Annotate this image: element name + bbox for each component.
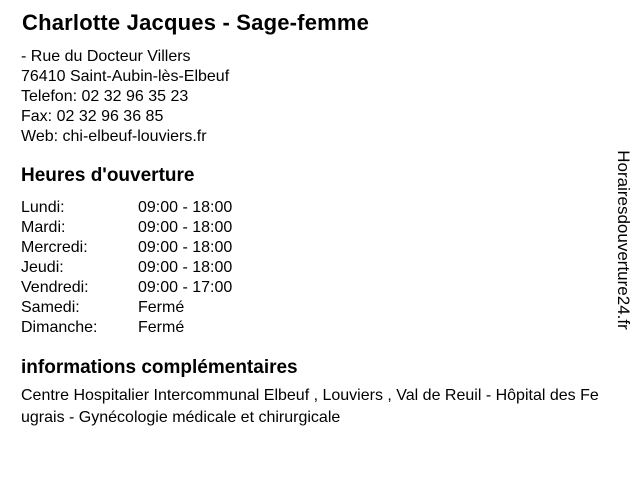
- day-label: Dimanche:: [21, 319, 98, 336]
- hours-row-monday: [21, 198, 600, 218]
- time-value: Fermé: [138, 319, 185, 336]
- fax-value: 02 32 96 36 85: [56, 108, 164, 125]
- hours-row-tuesday: [21, 218, 600, 238]
- phone-line: [21, 87, 600, 107]
- time-value: 09:00 - 18:00: [138, 219, 233, 236]
- fax-label: Fax:: [21, 108, 53, 125]
- hours-row-wednesday: [21, 238, 600, 258]
- time-value: 09:00 - 18:00: [138, 199, 233, 216]
- page-title: Charlotte Jacques - Sage-femme: [22, 10, 370, 35]
- phone-label: Telefon:: [21, 88, 78, 105]
- address-street: - Rue du Docteur Villers: [21, 48, 191, 65]
- additional-info-text: Centre Hospitalier Intercommunal Elbeuf , Louviers , Val de Reuil - Hôpital des Feugrais - Gynécologie médicale et chirurgicale: [21, 387, 599, 426]
- hours-heading: Heures d'ouverture: [21, 165, 195, 186]
- day-label: Vendredi:: [21, 279, 89, 296]
- phone-value: 02 32 96 35 23: [81, 88, 189, 105]
- hours-row-sunday: [21, 318, 600, 338]
- day-label: Jeudi:: [21, 259, 64, 276]
- day-label: Mercredi:: [21, 239, 88, 256]
- site-watermark[interactable]: Horairesdouverture24.fr: [614, 150, 633, 330]
- web-label: Web:: [21, 128, 59, 145]
- day-label: Mardi:: [21, 219, 66, 236]
- contact-block: [21, 47, 600, 147]
- address-city: 76410 Saint-Aubin-lès-Elbeuf: [21, 68, 230, 85]
- hours-row-saturday: [21, 298, 600, 318]
- additional-info-heading: informations complémentaires: [21, 357, 298, 378]
- web-value[interactable]: chi-elbeuf-louviers.fr: [62, 128, 207, 145]
- day-label: Lundi:: [21, 199, 65, 216]
- day-label: Samedi:: [21, 299, 80, 316]
- time-value: 09:00 - 18:00: [138, 239, 233, 256]
- hours-row-thursday: [21, 258, 600, 278]
- hours-table: [21, 198, 600, 338]
- fax-line: [21, 107, 600, 127]
- hours-row-friday: [21, 278, 600, 298]
- time-value: 09:00 - 18:00: [138, 259, 233, 276]
- web-line: [21, 127, 600, 147]
- time-value: 09:00 - 17:00: [138, 279, 233, 296]
- time-value: Fermé: [138, 299, 185, 316]
